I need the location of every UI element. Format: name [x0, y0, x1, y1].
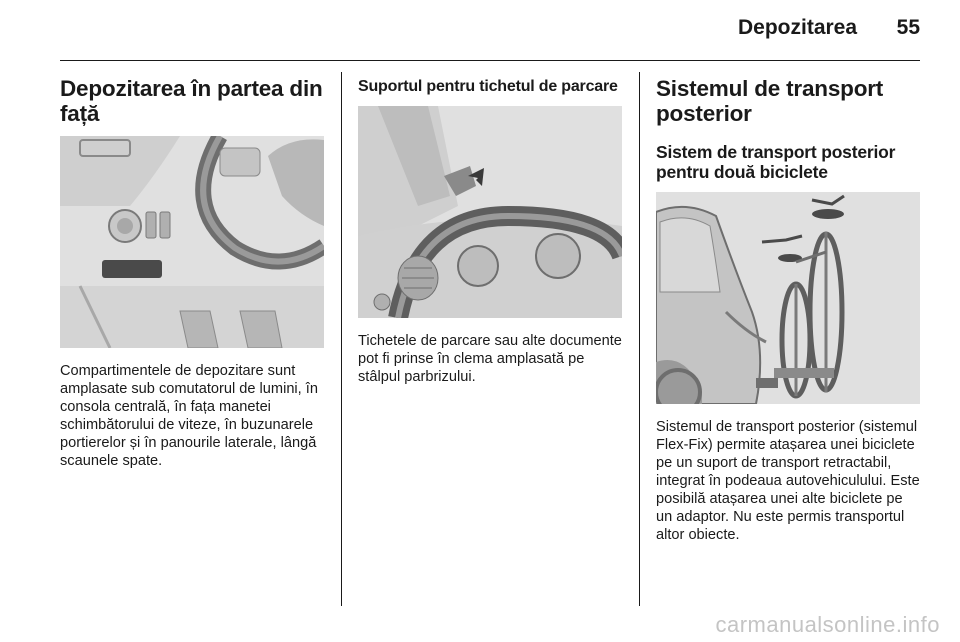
body-text-front-storage: Compartimentele de depozitare sunt amplasate sub comutatorul de lumini, în consola centrală, în fața manetei schimbătorului de viteze, în buzunarele portierelor și în panourile laterale, lângă scaunele spate.	[60, 363, 318, 469]
header-rule	[60, 60, 920, 61]
column-parking-ticket	[358, 72, 624, 386]
column-rear-carrier	[656, 72, 922, 544]
section-heading-rear-carrier: Sistemul de transport posterior	[656, 76, 884, 126]
illustration-dashboard-storage	[60, 136, 324, 348]
section-heading-front-storage: Depozitarea în partea din față	[60, 76, 323, 126]
running-header-title: Depozitarea	[738, 16, 858, 39]
column-divider	[639, 72, 640, 606]
illustration-parking-ticket-clip	[358, 106, 622, 318]
section-heading-parking-ticket: Suportul pentru tichetul de parcare	[358, 78, 618, 95]
column-divider	[341, 72, 342, 606]
page-number: 55	[896, 16, 920, 39]
body-text-rear-carrier: Sistemul de transport posterior (sistemul Flex-Fix) permite atașarea unei biciclete pe un suport de transport retractabil, integrat în podeaua autovehiculului. Este posibilă atașarea unei alte biciclete pe un adaptor. Nu este permis transportul altor obiecte.	[656, 419, 920, 543]
watermark: carmanualsonline.info	[715, 612, 940, 637]
subsection-heading-two-bikes: Sistem de transport posterior pentru două biciclete	[656, 142, 896, 182]
column-front-storage	[60, 72, 326, 470]
body-text-parking-ticket: Tichetele de parcare sau alte documente pot fi prinse în clema amplasată pe stâlpul parbrizului.	[358, 333, 622, 385]
illustration-bicycle-carrier	[656, 192, 920, 404]
